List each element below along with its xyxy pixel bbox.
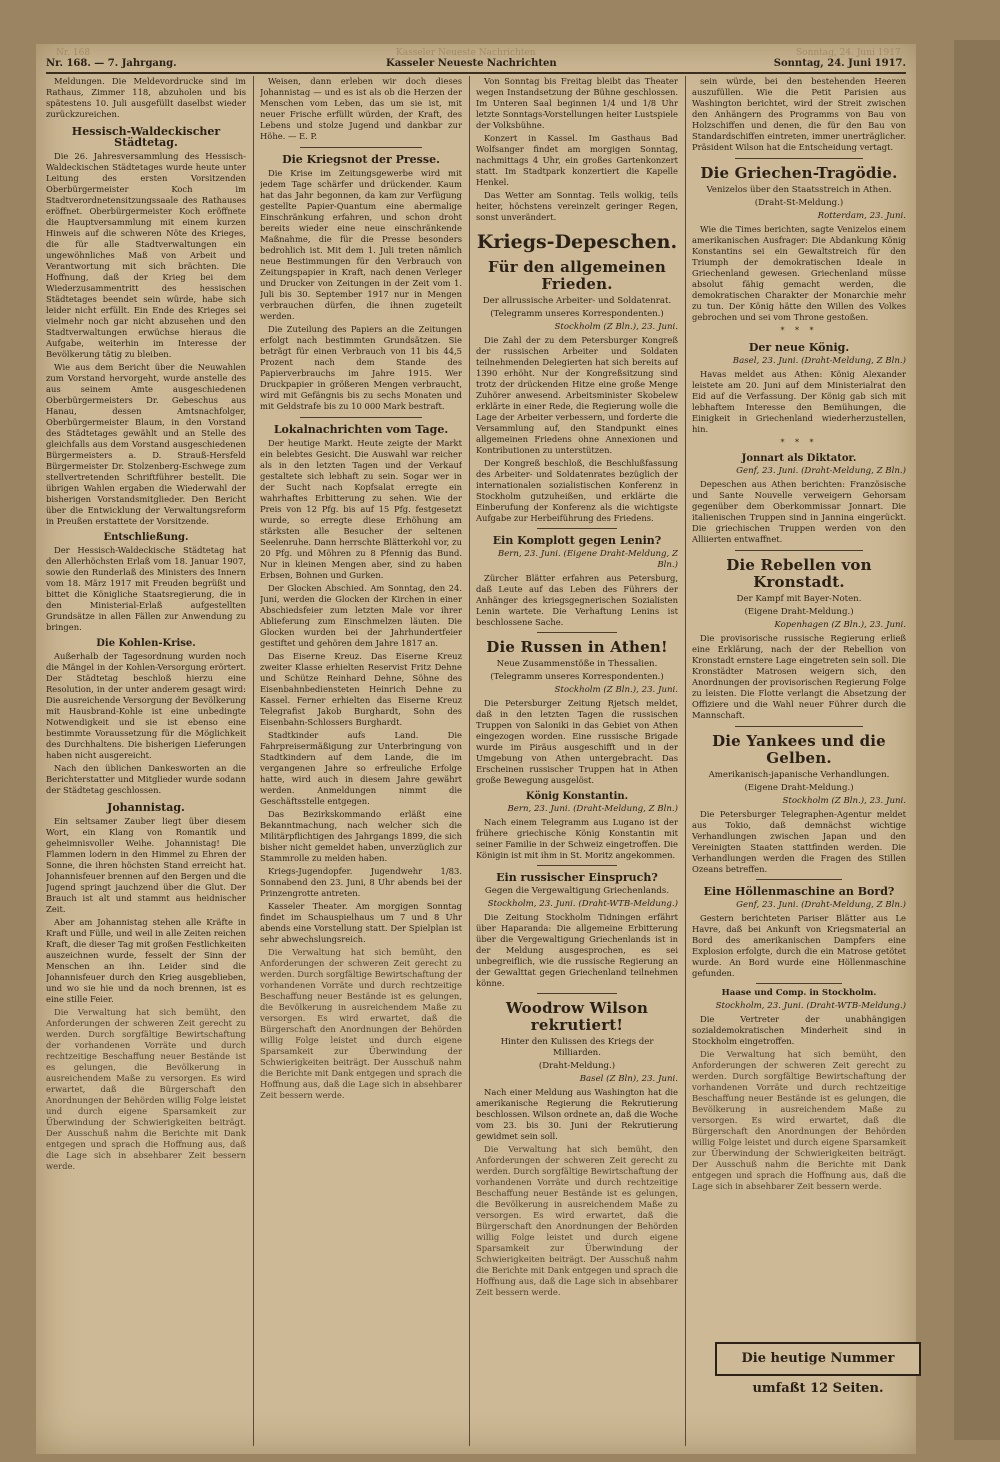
headline: Eine Höllenmaschine an Bord? [703,885,895,898]
article-text: Die provisorische russische Regierung erließ eine Erklärung, nach der der Rebellion von Kronstadt ernstere Lage eingetreten sein soll. Die Kronstädter Matrosen weigern sich, den Anordnungen der provisorischen Regierung Folge zu leisten. Die Flotte verlangt die Absetzung der Offiziere und die Wahl neuer Führer durch die Mannschaft. [692,633,906,720]
article-text: Die 26. Jahresversammlung des Hessisch-Waldeckischen Städtetages wurde heute unter Leitung des ersten Vorsitzenden Oberbürgermeister Koch im Stadtverordnetensitzungssaale des Rathauses eröffnet. Oberbürgermeister Koch eröffnete die Hauptversammlung mit einem kurzen Hinweis auf die schweren Nöte des Krieges, die für alle Stadtverwaltungen ein ungewöhnliches Maß von Arbeit und Verantwortung mit sich brächten. Die Hoffnung, daß der Krieg bei dem Wiederzusammentritt des hessischen Städtetages beendet sein würde, habe sich leider nicht erfüllt. Ein Ende des Krieges sei vielmehr noch gar nicht abzusehen und den Stadtverwaltungen erwüchse hieraus die Aufgabe, weiterhin im Interesse der Bevölkerung tätig zu bleiben. [46,151,246,359]
subheadline: Der Kampf mit Bayer-Noten. [736,594,862,604]
separator [300,417,421,418]
column-1 [46,76,246,1446]
page-edge-shadow [954,40,1000,1440]
article-text: Außerhalb der Tagesordnung wurden noch die Mängel in der Kohlen-Versorgung erörtert. Der Städtetag beschloß hierzu eine Resolution, in der unter anderem gesagt wird: Die ausreichende Versorgung der Bevölkerung mit Hausbrand-Kohle ist eine unbedingte Notwendigkeit und sie ist ebenso eine bestimmte Voraussetzung für die Möglichkeit des Durchhaltens. Die bisherigen Lieferungen haben nicht ausgereicht. [46,651,246,760]
article-text: Die Zahl der zu dem Petersburger Kongreß der russischen Arbeiter und Soldaten teilnehmenden Delegierten hat sich bereits auf 1390 erhöht. Nur der Kongreßsitzung sind trotz der drückenden Hitze eine große Menge Zuhörer anwesend. Arbeitsminister Skobelew erklärte in einer Rede, die Regierung wolle die Lage der Arbeiter verbessern, und forderte die Versammlung auf, den Standpunkt eines allgemeinen Friedens ohne Annexionen und Kontributionen zu unterstützen. [476,335,678,455]
column-2 [260,76,462,1446]
subheadline: Haase und Comp. in Stockholm. [721,988,877,998]
article-text: Die Zuteilung des Papiers an die Zeitungen erfolgt nach bestimmten Grundsätzen. Sie beträgt für einen Verbrauch von 11 bis 44,5 Prozent nach dem Stande des Papierverbrauchs im Jahre 1915. Wer Druckpapier in größeren Mengen verbraucht, wird mit Gefängnis bis zu sechs Monaten und mit Geldstrafe bis zu 10 000 Mark bestraft. [260,324,462,411]
subheadline: Amerikanisch-japanische Verhandlungen. [708,770,890,780]
article-text: Nach einer Meldung aus Washington hat die amerikanische Regierung die Rekrutierung beschlossen. Wilson ordnete an, daß die Woche vom 23. bis 30. Juni der Rekrutierung gewidmet sein soll. [476,1087,678,1141]
article-text: Nach einem Telegramm aus Lugano ist der frühere griechische König Konstantin mit seiner Familie in der Schweiz eingetroffen. Die Königin ist mit ihm in St. Moritz angekommen. [476,817,678,860]
star-divider: * * * [780,326,818,335]
section-headline: Kriegs-Depeschen. [476,231,678,253]
article-text: Das Eiserne Kreuz. Das Eiserne Kreuz zweiter Klasse erhielten Reservist Fritz Dehne und Schütze Reinhard Dehne, Söhne des Eisenbahnbediensteten Heinrich Dehne zu Kassel. Ferner erhielten das Eiserne Kreuz Telegrafist Jakob Burghardt, Sohn des Eisenbahn-Schlossers Burghardt. [260,651,462,727]
article-text: Die Verwaltung hat sich bemüht, den Anforderungen der schweren Zeit gerecht zu werden. Durch sorgfältige Bewirtschaftung der vorhandenen Vorräte und durch rechtzeitige Beschaffung neuer Bestände ist es gelungen, die Bevölkerung in ausreichendem Maße zu versorgen. Es wird erwartet, daß die Bürgerschaft den Anordnungen der Behörden willig Folge leistet und durch eigene Sparsamkeit zur Überwindung der Schwierigkeiten beiträgt. Der Ausschuß nahm die Berichte mit Dank entgegen und sprach die Hoffnung aus, daß die Lage sich in absehbarer Zeit bessern werde. [46,1007,246,1171]
column-rule [685,76,686,1446]
article-text: Die Verwaltung hat sich bemüht, den Anforderungen der schweren Zeit gerecht zu werden. Durch sorgfältige Bewirtschaftung der vorhandenen Vorräte und durch rechtzeitige Beschaffung neuer Bestände ist es gelungen, die Bevölkerung in ausreichendem Maße zu versorgen. Es wird erwartet, daß die Bürgerschaft den Anordnungen der Behörden willig Folge leistet und durch eigene Sparsamkeit zur Überwindung der Schwierigkeiten beiträgt. Der Ausschuß nahm die Berichte mit Dank entgegen und sprach die Hoffnung aus, daß die Lage sich in absehbarer Zeit bessern werde. [476,1144,678,1297]
column-3 [476,76,678,1446]
headline: Die Russen in Athen! [486,638,668,656]
page-count-notice: Die heutige Nummer umfaßt 12 Seiten. [715,1342,921,1376]
headline: Hessisch-Waldeckischer Städtetag. [71,125,221,149]
subheadline: Neue Zusammenstöße in Thessalien. [496,659,658,669]
ghost-header-right: Sonntag, 24. Juni 1917 [796,48,901,58]
article-text: Die Zeitung Stockholm Tidningen erfährt über Haparanda: Die allgemeine Erbitterung über die Vergewaltigung Griechenlands ist in der Meldung ausgesprochen, es sei unbegreiflich, wie die russische Regierung an der Gewalttat gegen Griechenland teilnehmen könne. [476,912,678,988]
article-text: Der Kongreß beschloß, die Beschlußfassung des Arbeiter- und Soldatenrates bezüglich der internationalen sozialistischen Konferenz in Stockholm gutzuheißen, und erklärte die Einberufung der Konferenz als die wichtigste Aufgabe zur Herbeiführung des Friedens. [476,458,678,523]
headline: Entschließung. [103,532,189,543]
article-text: Die Verwaltung hat sich bemüht, den Anforderungen der schweren Zeit gerecht zu werden. Durch sorgfältige Bewirtschaftung der vorhandenen Vorräte und durch rechtzeitige Beschaffung neuer Bestände ist es gelungen, die Bevölkerung in ausreichendem Maße zu versorgen. Es wird erwartet, daß die Bürgerschaft den Anordnungen der Behörden willig Folge leistet und durch eigene Sparsamkeit zur Überwindung der Schwierigkeiten beiträgt. Der Ausschuß nahm die Berichte mit Dank entgegen und sprach die Hoffnung aus, daß die Lage sich in absehbarer Zeit bessern werde. [692,1049,906,1191]
column-rule [253,76,254,1446]
headline: Der neue König. [748,341,850,354]
dateline: Basel, 23. Juni. (Draht-Meldung, Z Bln.) [732,356,906,366]
headline: Die Kriegsnot der Presse. [282,153,440,166]
article-text: Zürcher Blätter erfahren aus Petersburg, daß Leute auf das Leben des Führers der Anhänger des kriegsgegnerischen Sozialisten Lenin wartete. Die Verhaftung Lenins ist beschlossene Sache. [476,573,678,627]
article-text: Wie aus dem Bericht über die Neuwahlen zum Vorstand hervorgeht, wurde anstelle des aus seinem Amte ausgeschiedenen Oberbürgermeisters Dr. Gebeschus aus Hanau, dessen Amtsnachfolger, Oberbürgermeister Blaum, in den Vorstand des Städtetages gewählt und an Stelle des gleichfalls aus dem Vorstand ausgeschiedenen Bürgermeisters a. D. Strauß-Hersfeld Bürgermeister Dr. Stolzenberg-Eschwege zum stellvertretenden Schriftführer bestellt. Die übrigen Wahlen ergaben die Wiederwahl der bisherigen Vorstandsmitglieder. Den Bericht über die Entwicklung der Verwaltungsreform in Preußen erstattete der Vorsitzende. [46,362,246,526]
article-text: Ein seltsamer Zauber liegt über diesem Wort, ein Klang von Romantik und geheimnisvoller Weihe. Johannistag! Die Flammen lodern in den Himmel zu Ehren der Sonne, die ihren höchsten Stand erreicht hat. Johannisfeuer brennen auf den Bergen und die Jugend springt jauchzend über die Glut. Der Brauch ist alt und stammt aus heidnischer Zeit. [46,816,246,914]
headline: König Konstantin. [525,791,629,802]
dateline: Bern, 23. Juni. (Draht-Meldung, Z Bln.) [507,804,678,814]
subheadline: (Eigene Draht-Meldung.) [744,607,854,617]
dateline: Stockholm, 23. Juni. (Draht-WTB-Meldung.) [715,1001,906,1011]
subheadline: (Eigene Draht-Meldung.) [744,783,854,793]
dateline: Basel (Z Bln), 23. Juni. [579,1074,678,1084]
article-text: Der Hessisch-Waldeckische Städtetag hat den Allerhöchsten Erlaß vom 18. Januar 1907, sowie den Runderlaß des Ministers des Innern vom 18. März 1917 mit Freuden begrüßt und bittet die Königliche Staatsregierung, die in den Ministerial-Erlaß aufgestellten Grundsätze in allen Fällen zur Anwendung zu bringen. [46,545,246,632]
article-text: Der heutige Markt. Heute zeigte der Markt ein belebtes Gesicht. Die Auswahl war reicher als in den letzten Tagen und der Verkauf gestaltete sich lebhaft zu sein. Sogar wer in der Sucht nach Kopfsalat erregte ein wahrhaftes Erbitterung zu sehen. Wie der Preis von 12 Pfg. bis auf 15 Pfg. festgesetzt wurde, so erregte diese Erhöhung am stärksten alle Besucher der seltenen Seelenruhe. Dann herrschte Blätterkohl vor, zu 20 Pfg. und Möhren zu 8 Pfennig das Bund. Nur in kleinen Mengen aber, sind zu haben Erbsen, Bohnen und Gurken. [260,438,462,580]
article-text: Das Bezirkskommando erläßt eine Bekanntmachung, nach welcher sich die Militärpflichtigen des Jahrgangs 1899, die sich bisher nicht gemeldet haben, unverzüglich zur Stammrolle zu melden haben. [260,809,462,863]
article-text: Die Petersburger Telegraphen-Agentur meldet aus Tokio, daß demnächst wichtige Verhandlungen zwischen Japan und den Vereinigten Staaten stattfinden werden. Die Verhandlungen werden die Fragen des Stillen Ozeans betreffen. [692,809,906,874]
dateline: Genf, 23. Juni. (Draht-Meldung, Z Bln.) [736,900,906,910]
dateline: Stockholm (Z Bln.), 23. Juni. [554,685,678,695]
dateline: Kopenhagen (Z Bln.), 23. Juni. [774,620,906,630]
article-text: Der Glocken Abschied. Am Sonntag, den 24. Juni, werden die Glocken der Kirchen in einer Abschiedsfeier zum letzten Male vor ihrer Ablieferung zum Einschmelzen läuten. Die Glocken wurden bei der Jahrhundertfeier gestiftet und gehören dem Jahre 1817 an. [260,583,462,648]
dateline: Stockholm (Z Bln.), 23. Juni. [554,322,678,332]
article-text: Von Sonntag bis Freitag bleibt das Theater wegen Instandsetzung der Bühne geschlossen. Im Unteren Saal beginnen 1/4 und 1/8 Uhr letzte Sonntags-Vorstellungen heiter Lustspiele der Volksbühne. [476,76,678,130]
ghost-header-left: Nr. 168 [56,48,91,58]
article-text: Die Vertreter der unabhängigen sozialdemokratischen Minderheit sind in Stockholm eingetroffen. [692,1014,906,1046]
separator [537,528,618,529]
separator [537,993,618,994]
headline: Die Yankees und die Gelben. [712,732,886,767]
article-text: Aber am Johannistag stehen alle Kräfte in Kraft und Fülle, und weil in alle Zeiten reichen Kraft, die dieser Tag mit großen Festlichkeiten auszeichnen wurde, fesselt der Sinn der Menschen an ihn. Leider sind die Johannisfeuer durch den Krieg ausgeblieben, und wo sie hie und da noch brennen, ist es eine stille Feier. [46,917,246,1004]
subheadline: (Telegramm unseres Korrespondenten.) [490,672,664,682]
dateline: Stockholm, 23. Juni. (Draht-WTB-Meldung.) [487,899,678,909]
ghost-header-center: Kasseler Neueste Nachrichten [396,48,536,58]
subheadline: Gegen die Vergewaltigung Griechenlands. [484,886,670,896]
issue-date: Sonntag, 24. Juni 1917. [773,58,906,69]
separator [735,726,863,727]
headline: Die Rebellen von Kronstadt. [726,556,872,591]
headline: Johannistag. [107,801,185,814]
article-text: Depeschen aus Athen berichten: Französische und Sante Nouvelle verweigern Gehorsam gegenüber dem Oberkommissar Jonnart. Die italienischen Truppen sind in Jannina eingerückt. Die griechischen Truppen werden von den Alliierten entwaffnet. [692,479,906,544]
article-text: Weisen, dann erleben wir doch dieses Johannistag — und es ist als ob die Herzen der Menschen vom Leben, das um sie ist, mit neuer Frische erfüllt würden, der Kraft, des Lebens und stolze Jugend und dankbar zur Höhe. — E. P. [260,76,462,141]
dateline: Genf, 23. Juni. (Draht-Meldung, Z Bln.) [736,466,906,476]
newspaper-title: Kasseler Neueste Nachrichten [386,58,557,69]
headline: Woodrow Wilson rekrutiert! [505,999,649,1034]
article-text: Wie die Times berichten, sagte Venizelos einem amerikanischen Ausfrager: Die Abdankung König Konstantins sei ein Gewaltstreich für den Triumph der demokratischen Ideale in Griechenland gewesen. Griechenland müsse absolut fähig gemacht werden, die demokratischen Charakter der Monarchie mehr zu tun. Der König hätte den Willen des Volkes gebrochen und sei vom Throne gestoßen. [692,224,906,322]
article-text: Die Krise im Zeitungsgewerbe wird mit jedem Tage schärfer und drückender. Kaum hat das Jahr begonnen, da kam zur Verfügung gestellte Papier-Quantum eine abermalige Einschränkung erfahren, und schon droht bereits wieder eine neue einschränkende Maßnahme, die für die Presse besonders bedrohlich ist. Mit dem 1. Juli treten nämlich neue Bestimmungen für den Verbrauch von Zeitungspapier in Kraft, nach denen Verleger und Drucker von Zeitungen in der Zeit vom 1. Juli bis 30. September 1917 nur in Mengen verbrauchen dürfen, die ihnen zugeteilt werden. [260,168,462,321]
article-text: Havas meldet aus Athen: König Alexander leistete am 20. Juni auf dem Ministerialrat den Eid auf die Verfassung. Der König gab sich mit lebhaftem Interesse den Bemühungen, die Einigkeit in Griechenland wiederherzustellen, hin. [692,369,906,434]
subheadline: (Draht-St-Meldung.) [754,198,844,208]
article-text: Meldungen. Die Meldevordrucke sind im Rathaus, Zimmer 118, abzuholen und bis spätestens 10. Juli ausgefüllt daselbst wieder zurückzureichen. [46,76,246,119]
article-text: Stadtkinder aufs Land. Die Fahrpreisermäßigung zur Unterbringung von Stadtkindern auf dem Lande, die im vergangenen Jahre so erfreuliche Erfolge hatte, wird auch in diesem Jahre gewährt werden. Anmeldungen nimmt die Geschäftsstelle entgegen. [260,730,462,806]
separator [537,632,618,633]
headline: Die Kohlen-Krise. [96,638,196,649]
separator [537,865,618,866]
subheadline: (Telegramm unseres Korrespondenten.) [490,309,664,319]
star-divider: * * * [780,438,818,447]
article-text: Gestern berichteten Pariser Blätter aus Le Havre, daß bei Ankunft von Kriegsmaterial an Bord des amerikanischen Dampfers eine Explosion erfolgte, durch die ein Matrose getötet wurde. An Bord wurde eine Höllenmaschine gefunden. [692,913,906,978]
article-text: Konzert in Kassel. Im Gasthaus Bad Wolfsanger findet am morgigen Sonntag, nachmittags 4 Uhr, ein großes Gartenkonzert statt. Im Stadtpark konzertiert die Kapelle Henkel. [476,133,678,187]
column-rule [469,76,470,1446]
subheadline: Der allrussische Arbeiter- und Soldatenrat. [482,296,672,306]
dateline: Bern, 23. Juni. (Eigene Draht-Meldung, Z Bln.) [497,549,678,570]
column-4 [692,76,906,1376]
masthead [46,58,906,74]
newspaper-page [36,44,916,1454]
article-text: sein würde, bei den bestehenden Heeren auszufüllen. Wie die Petit Parisien aus Washington berichtet, wird der Streit zwischen den Anhängern des Programms von Bau von Holzschiffen und denen, die für den Bau von Standardschiffen eintreten, immer unerträglicher. Präsident Wilson hat die Entscheidung vertagt. [692,76,906,152]
headline: Lokalnachrichten vom Tage. [273,423,449,436]
separator [756,983,842,984]
headline: Jonnart als Diktator. [741,453,857,464]
article-text: Die Verwaltung hat sich bemüht, den Anforderungen der schweren Zeit gerecht zu werden. Durch sorgfältige Bewirtschaftung der vorhandenen Vorräte und durch rechtzeitige Beschaffung neuer Bestände ist es gelungen, die Bevölkerung in ausreichendem Maße zu versorgen. Es wird erwartet, daß die Bürgerschaft den Anordnungen der Behörden willig Folge leistet und durch eigene Sparsamkeit zur Überwindung der Schwierigkeiten beiträgt. Der Ausschuß nahm die Berichte mit Dank entgegen und sprach die Hoffnung aus, daß die Lage sich in absehbarer Zeit bessern werde. [260,947,462,1100]
article-text: Das Wetter am Sonntag. Teils wolkig, teils heiter, höchstens vereinzelt geringer Regen, sonst unverändert. [476,190,678,222]
issue-number: Nr. 168. — 7. Jahrgang. [46,58,177,69]
headline: Die Griechen-Tragödie. [700,164,898,182]
separator [735,550,863,551]
separator [756,879,842,880]
dateline: Rotterdam, 23. Juni. [817,211,906,221]
article-text: Kasseler Theater. Am morgigen Sonntag findet im Schauspielhaus um 7 und 8 Uhr abends eine Vorstellung statt. Der Spielplan ist sehr abwechslungsreich. [260,901,462,944]
headline: Für den allgemeinen Frieden. [488,258,666,293]
article-text: Kriegs-Jugendopfer. Jugendwehr 1/83. Sonnabend den 23. Juni, 8 Uhr abends bei der Prinzengrotte antreten. [260,866,462,898]
subheadline: Venizelos über den Staatsstreich in Athen. [706,185,892,195]
article-text: Nach den üblichen Dankesworten an die Berichterstatter und Mitglieder wurde sodann der Städtetag geschlossen. [46,763,246,795]
subheadline: Hinter den Kulissen des Kriegs der Milliarden. [500,1037,654,1058]
separator [735,158,863,159]
dateline: Stockholm (Z Bln.), 23. Juni. [782,796,906,806]
article-text: Die Petersburger Zeitung Rjetsch meldet, daß in den letzten Tagen die russischen Truppen von Saloniki in das Gebiet von Athen eingezogen worden. Eine russische Brigade wurde im Piräus ausgeschifft und in der Umgebung von Athen untergebracht. Das Erscheinen russischer Truppen hat in Athen große Bewegung ausgelöst. [476,698,678,785]
headline: Ein Komplott gegen Lenin? [492,534,662,547]
subheadline: (Draht-Meldung.) [538,1061,616,1071]
headline: Ein russischer Einspruch? [496,871,658,884]
separator [300,147,421,148]
